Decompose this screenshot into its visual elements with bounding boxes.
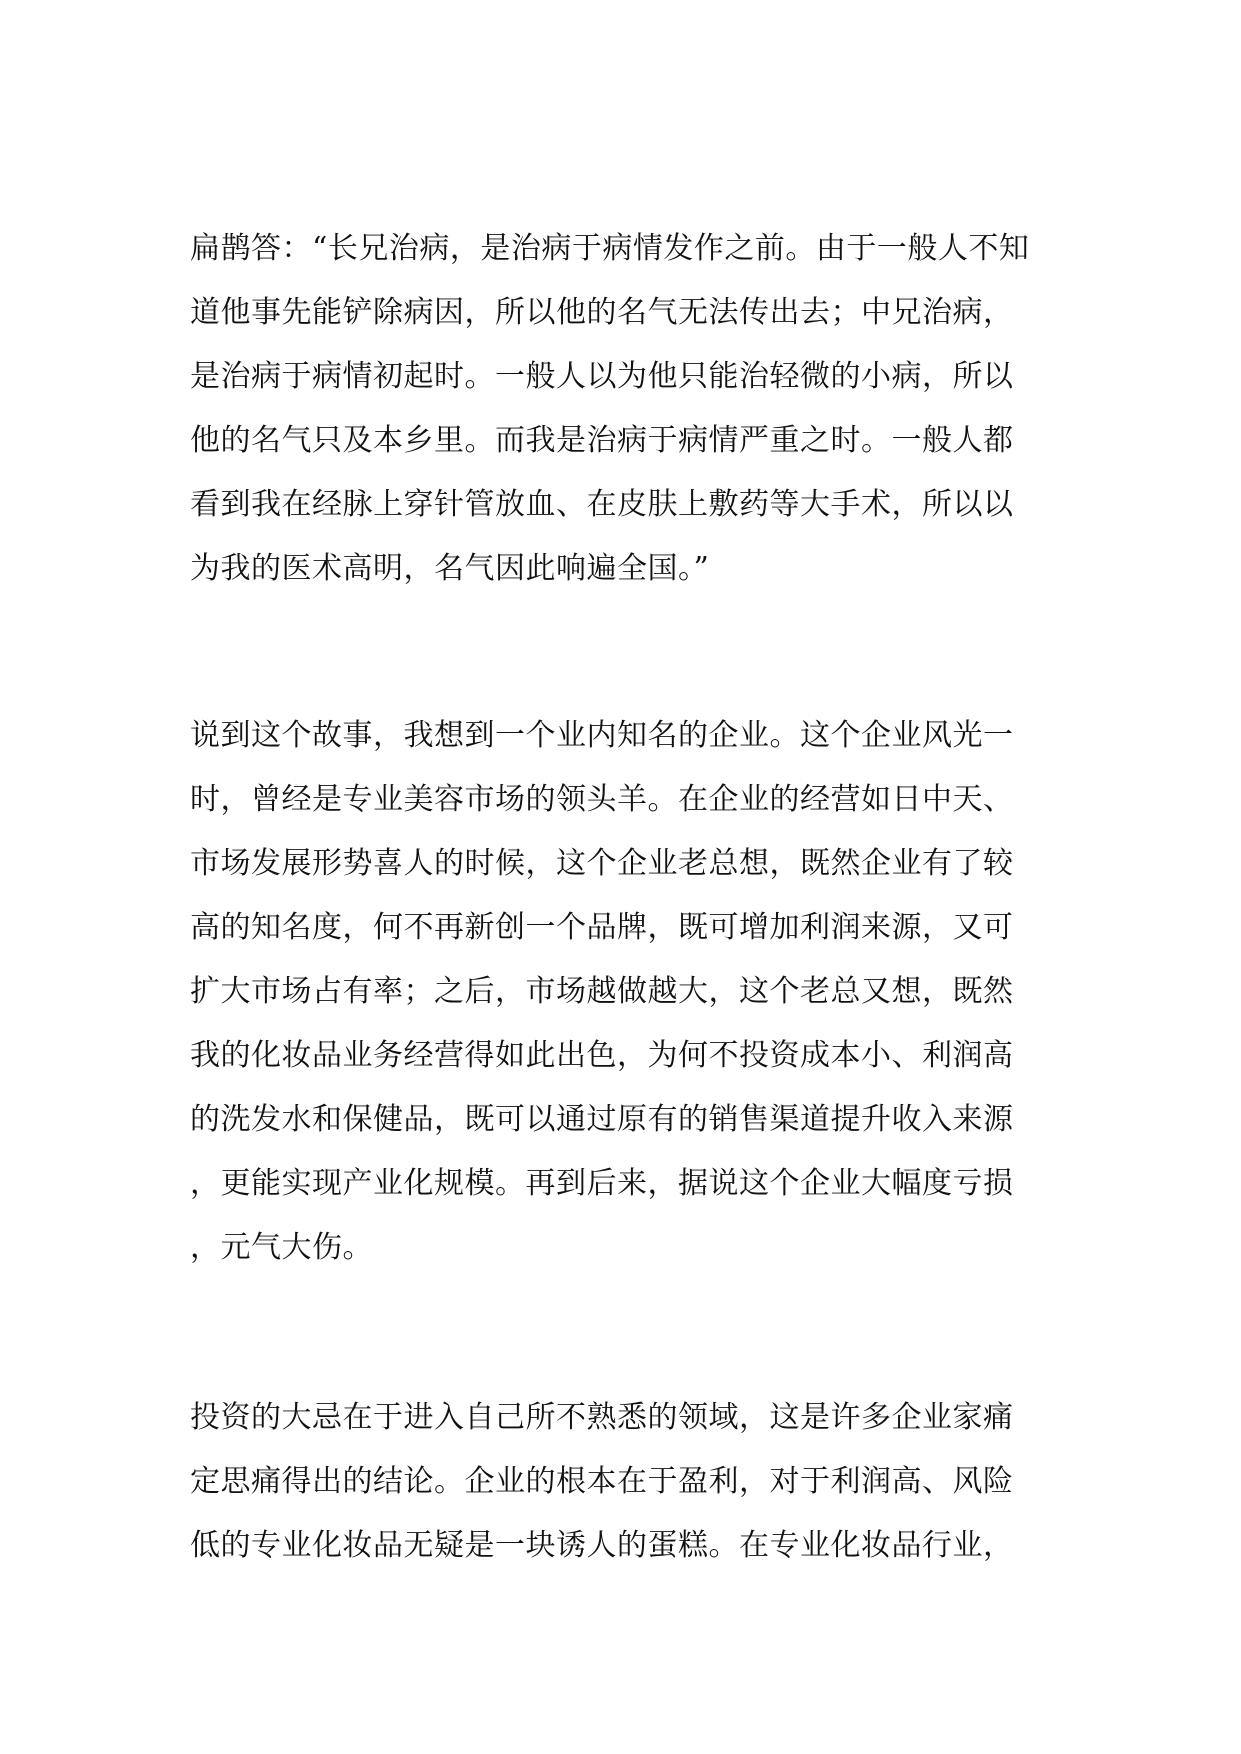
text-line: 高的知名度，何不再新创一个品牌，既可增加利润来源，又可	[190, 910, 1014, 945]
text-line: 是治病于病情初起时。一般人以为他只能治轻微的小病，所以	[190, 359, 1014, 394]
text-line: 为我的医术高明，名气因此响遍全国。”	[190, 551, 710, 586]
text-line: 定思痛得出的结论。企业的根本在于盈利，对于利润高、风险	[190, 1464, 1014, 1499]
text-line: ，更能实现产业化规模。再到后来，据说这个企业大幅度亏损	[190, 1166, 1014, 1201]
paragraph-bianque-answer	[190, 217, 1050, 601]
text-line: 扁鹊答：“长兄治病，是治病于病情发作之前。由于一般人不知	[190, 231, 1030, 266]
text-line: 我的化妆品业务经营得如此出色，为何不投资成本小、利润高	[190, 1038, 1014, 1073]
text-line: 说到这个故事，我想到一个业内知名的企业。这个企业风光一	[190, 718, 1014, 753]
text-line: ，元气大伤。	[190, 1230, 373, 1265]
text-line: 时，曾经是专业美容市场的领头羊。在企业的经营如日中天、	[190, 782, 1014, 817]
text-line: 看到我在经脉上穿针管放血、在皮肤上敷药等大手术，所以以	[190, 487, 1014, 522]
text-line: 低的专业化妆品无疑是一块诱人的蛋糕。在专业化妆品行业，	[190, 1528, 1014, 1563]
text-line: 他的名气只及本乡里。而我是治病于病情严重之时。一般人都	[190, 423, 1014, 458]
text-line: 扩大市场占有率；之后，市场越做越大，这个老总又想，既然	[190, 974, 1014, 1009]
paragraph-investment-taboo	[190, 1386, 1050, 1578]
text-line: 道他事先能铲除病因，所以他的名气无法传出去；中兄治病，	[190, 295, 1014, 330]
paragraph-enterprise-story	[190, 704, 1050, 1280]
text-line: 投资的大忌在于进入自己所不熟悉的领域，这是许多企业家痛	[190, 1400, 1014, 1435]
text-line: 的洗发水和保健品，既可以通过原有的销售渠道提升收入来源	[190, 1102, 1014, 1137]
text-line: 市场发展形势喜人的时候，这个企业老总想，既然企业有了较	[190, 846, 1014, 881]
